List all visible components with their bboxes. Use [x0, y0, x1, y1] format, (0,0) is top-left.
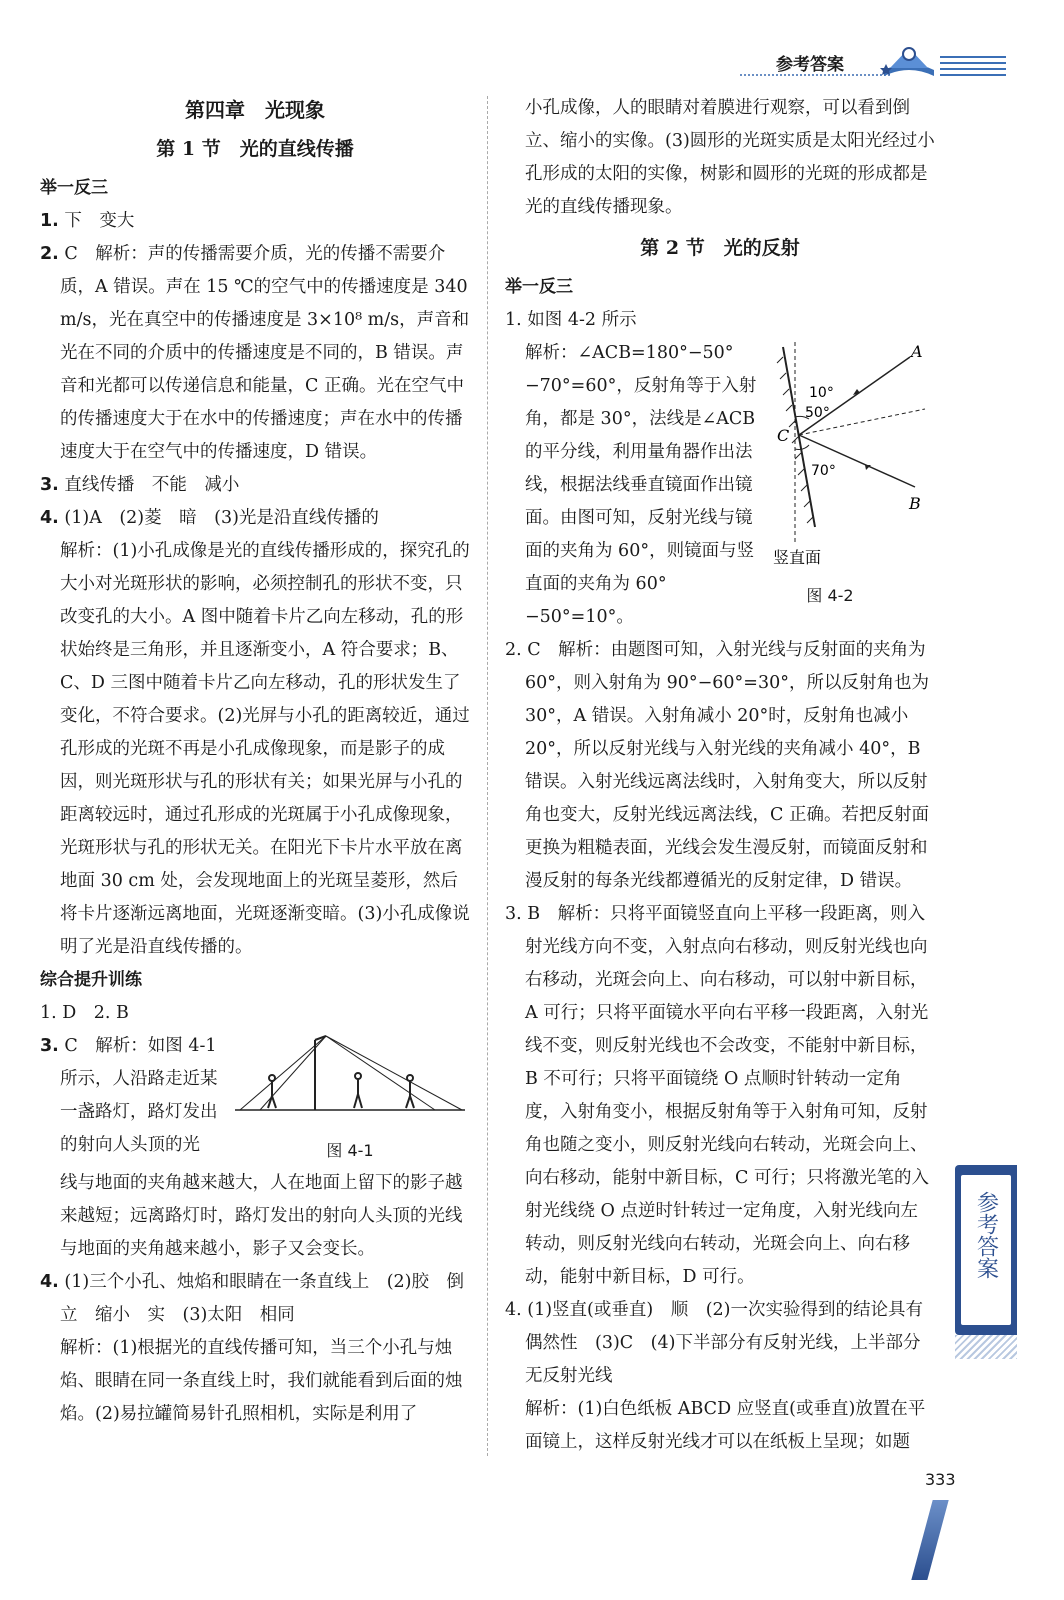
column-divider: [487, 96, 488, 1456]
answer-z3-block: 3. C 解析：如图 4-1 所示，人沿路走近某一盏路灯，路灯发出的射向人头顶的光 图 4-1: [40, 1030, 470, 1167]
header-label: 参考答案: [776, 55, 844, 75]
label-vertical-plane: 竖直面: [773, 548, 822, 567]
subheading-practice-2: 举一反三: [505, 277, 573, 297]
section-title-2: 第 2 节 光的反射: [640, 237, 800, 259]
side-tab-label: 参考答案: [973, 1191, 999, 1279]
page-number: 333: [925, 1470, 956, 1489]
label-a: A: [911, 342, 923, 361]
right-column: [505, 92, 935, 1459]
figure-4-2-caption: 图 4-2: [806, 586, 854, 605]
header-dotted-line: [740, 74, 890, 76]
answer-item-2: 2. C 解析：声的传播需要介质，光的传播不需要介质，A 错误。声在 15 ℃的空气中的传播速度是 340 m/s，光在真空中的传播速度是 3×10⁸ m/s，声音和光在不同的介质中的传播速度是不同的，B 错误。声音和光都可以传递信息和能量，C 正确。光在空气中的传播速度大于在水中的传播速度；声在水中的传播速度大于在空气中的传播速度，D 错误。: [40, 244, 470, 462]
continued-text: 小孔成像，人的眼睛对着膜进行观察，可以看到倒立、缩小的实像。(3)圆形的光斑实质是太阳光经过小孔形成的太阳的实像，树影和圆形的光斑的形成都是光的直线传播现象。: [525, 98, 935, 217]
figure-4-1: [230, 1030, 470, 1167]
label-angle-70: 70°: [811, 463, 836, 479]
corner-decoration: [911, 1500, 948, 1580]
answer-item-4-analysis: 解析：(1)小孔成像是光的直线传播形成的，探究孔的大小对光斑形状的影响，必须控制孔的形状不变，只改变孔的大小。A 图中随着卡片乙向左移动，孔的形状始终是三角形，并且逐渐变小，A 符合要求；B、C、D 三图中随着卡片乙向左移动，孔的形状发生了变化，不符合要求。(2)光屏与小孔的距离较近，通过孔形成的光斑不再是小孔成像现象，而是影子的成因，则光斑形状与孔的形状有关；如果光屏与小孔的距离较远时，通过孔形成的光斑属于小孔成像现象，光斑形状与孔的形状无关。在阳光下卡片水平放在离地面 30 cm 处，会发现地面上的光斑呈菱形，然后将卡片逐渐远离地面，光斑逐渐变暗。(3)小孔成像说明了光是沿直线传播的。: [60, 541, 470, 957]
chapter-title: 第四章 光现象: [185, 98, 325, 122]
reflect-item-2: 2. C 解析：由题图可知，入射光线与反射面的夹角为 60°，则入射角为 90°−60°=30°，所以反射角也为 30°，A 错误。入射角减小 20°时，反射角也减小 20°，所以反射光线与入射光线的夹角减小 40°，B 错误。入射光线远离法线时，入射角变大，所以反射角也变大，反射光线远离法线，C 正确。若把反射面更换为粗糙表面，光线会发生漫反射，而镜面反射和漫反射的每条光线都遵循光的反射定律，D 错误。: [505, 640, 929, 891]
side-tab: [955, 1165, 1017, 1335]
label-angle-10: 10°: [809, 385, 834, 401]
answer-item-4: 4. (1)A (2)菱 暗 (3)光是沿直线传播的: [40, 508, 379, 528]
answer-item-3: 3. 直线传播 不能 减小: [40, 475, 240, 495]
figure-4-1-caption: 图 4-1: [326, 1141, 374, 1160]
answer-z4: 4. (1)三个小孔、烛焰和眼睛在一条直线上 (2)胶 倒立 缩小 实 (3)太阳 相同: [40, 1272, 464, 1325]
subheading-comprehensive: 综合提升训练: [40, 970, 142, 990]
reflect-item-1-analysis: 解析：∠ACB=180°−50°−70°=60°，反射角等于入射角，都是 30°，法线是∠ACB 的平分线，利用量角器作出法线，根据法线垂直镜面作出镜面。由图可知，反射光线与镜面的夹角为 60°，则镜面与竖直面的夹角为 60°−50°=10°。: [525, 343, 757, 627]
reflect-item-4: 4. (1)竖直(或垂直) 顺 (2)一次实验得到的结论具有偶然性 (3)C (4)下半部分有反射光线，上半部分无反射光线: [505, 1300, 923, 1386]
side-tab-hatch: [955, 1335, 1017, 1359]
reflect-item-4-analysis: 解析：(1)白色纸板 ABCD 应竖直(或垂直)放置在平面镜上，这样反射光线才可以在纸板上呈现；如题: [525, 1399, 926, 1452]
reflect-item-1-block: [505, 337, 935, 634]
reflect-item-1: 1. 如图 4-2 所示: [505, 310, 637, 330]
label-c: C: [777, 426, 790, 445]
label-angle-50: 50°: [805, 405, 830, 421]
left-column: [40, 92, 470, 1431]
subheading-practice: 举一反三: [40, 178, 108, 198]
streetlamp-diagram: [230, 1030, 470, 1122]
answer-z3-rest: 线与地面的夹角越来越大，人在地面上留下的影子越来越短；远离路灯时，路灯发出的射向人头顶的光线与地面的夹角越来越小，影子又会变长。: [60, 1173, 463, 1259]
answer-item-1: 1. 下 变大: [40, 211, 135, 231]
header-rule-lines: [940, 56, 1006, 80]
reflection-diagram: [765, 337, 935, 567]
label-b: B: [909, 494, 921, 513]
figure-4-2: [765, 337, 935, 634]
section-title-1: 第 1 节 光的直线传播: [156, 138, 354, 160]
answer-z4-analysis: 解析：(1)根据光的直线传播可知，当三个小孔与烛焰、眼睛在同一条直线上时，我们就能看到后面的烛焰。(2)易拉罐简易针孔照相机，实际是利用了: [60, 1338, 463, 1424]
book-logo-icon: [880, 40, 938, 80]
answer-z3-lead: C 解析：如图 4-1 所示，人沿路走近某一盏路灯，路灯发出的射向人头顶的光: [60, 1036, 218, 1155]
answer-z1-z2: 1. D 2. B: [40, 1003, 129, 1023]
reflect-item-3: 3. B 解析：只将平面镜竖直向上平移一段距离，则入射光线方向不变，入射点向右移动，则反射光线也向右移动，光斑会向上、向右移动，可以射中新目标，A 可行；只将平面镜水平向右平移一段距离，入射光线不变，则反射光线也不会改变，不能射中新目标，B 不可行；只将平面镜绕 O 点顺时针转动一定角度，入射角变小，根据反射角等于入射角可知，反射角也随之变小，则反射光线向右转动，光斑会向上、向右移动，能射中新目标，C 可行；只将激光笔的入射光线绕 O 点逆时针转过一定角度，入射光线向左转动，则反射光线向右转动，光斑会向上、向右移动，能射中新目标，D 可行。: [505, 904, 929, 1287]
